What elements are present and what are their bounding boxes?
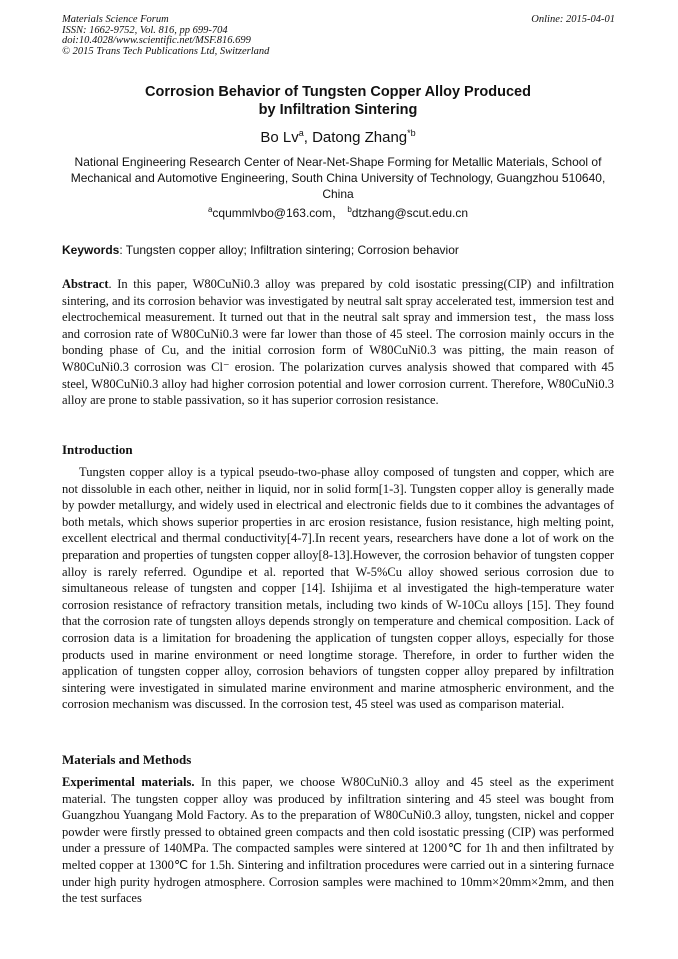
section-heading-materials: Materials and Methods [62, 752, 192, 767]
paper-title [62, 83, 614, 119]
author-affil-mark: a [298, 128, 304, 138]
author-name: Bo Lv [260, 129, 299, 146]
email-address[interactable]: cqummlvbo@163.com [212, 206, 332, 220]
copyright-line: © 2015 Trans Tech Publications Ltd, Switzerland [62, 45, 270, 57]
materials-text: In this paper, we choose W80CuNi0.3 alloy and 45 steel as the experiment material. The tungsten copper alloy was produced by infiltration sintering and 45 steel was bought from Guangzhou Yuangang Mold Factory. As to the preparation of W80CuNi0.3 alloy, tungsten, nickel and copper powder were firstly pressed to obtained green compacts and then cold isostatic pressing (CIP) was performed under a pressure of 140MPa. The compacted samples were sintered at 1200℃ for 1h and then infiltrated by melted copper at 1300℃ for 1.5h. Sintering and infiltration procedures were carried out in a sintering furnace under high purity hydrogen atmosphere. Corrosion samples were machined to 10mm×20mm×2mm, and then the test surfaces [62, 775, 614, 906]
email-line [62, 206, 614, 221]
keywords-text: : Tungsten copper alloy; Infiltration sintering; Corrosion behavior [119, 243, 459, 257]
section-heading-introduction: Introduction [62, 442, 133, 457]
journal-issn: ISSN: 1662-9752, Vol. 816, pp 699-704 [62, 24, 228, 36]
journal-header [62, 15, 269, 57]
journal-doi: doi:10.4028/www.scientific.net/MSF.816.699 [62, 35, 251, 47]
affiliation: National Engineering Research Center of Near-Net-Shape Forming for Metallic Materials, School of Mechanical and Automotive Engineering, South China University of Technology, Guangzhou 510640, China [70, 155, 606, 201]
author-list [62, 129, 614, 147]
introduction-paragraph: Tungsten copper alloy is a typical pseudo-two-phase alloy composed of tungsten and copper, which are not dissoluble in each other, neither in liquid, nor in solid form[1-3]. Tungsten copper alloy is generally made by powder metallurgy, and widely used in electrical and electronic fields due to it combines the advantages of both metals, which shows superior properties in arc erosion resistance, fusion resistance, high melting point, excellent electrical and thermal conductivity[4-7].In recent years, researchers have done a lot of work on the preparation and properties of tungsten copper alloy[8-13].However, the corrosion behavior of tungsten copper alloy is rarely referred. Ogundipe et al. reported that W-5%Cu alloy showed serious corrosion due to simultaneous release of tungsten and copper [14]. Ishijima et al investigated the high-temperature water corrosion resistance of refractory transition metals, including two kinds of W-10Cu alloys [15]. They found that the corrosion rate of tungsten alloys depends strongly on temperature and chemical composition. Lack of corrosion data is a limitation for broadening the application of tungsten copper alloys, especially for those products used in marine environment or need longtime storage. Therefore, in order to further widen the application of tungsten copper alloy, corrosion behaviors of tungsten copper alloy prepared by infiltration sintering were investigated in simulated marine environment and marine atmospheric environment, and the corrosion mechanism was discussed. In the corrosion test, 45 steel was used as comparison material. [62, 465, 614, 712]
materials-paragraph [62, 774, 614, 907]
author-name: Datong Zhang [312, 129, 408, 146]
author-affil-mark: *b [407, 128, 416, 138]
title-line-2: by Infiltration Sintering [258, 102, 418, 118]
subsection-label: Experimental materials. [62, 775, 195, 789]
email-separator: ， [331, 206, 348, 220]
keywords-label: Keywords [62, 243, 120, 257]
journal-name: Materials Science Forum [62, 14, 169, 25]
abstract-text: . In this paper, W80CuNi0.3 alloy was prepared by cold isostatic pressing(CIP) and infiltration sintering, and its corrosion behavior was investigated by neutral salt spray accelerated test, immersion test and electrochemical measurement. It turned out that in the neutral salt spray and immersion test，the mass loss and corrosion rate of W80CuNi0.3 were far lower than those of 45 steel. The corrosion mainly occurs in the bonding phase of Cu, and the initial corrosion form of W80CuNi0.3 was pitting, the main reason of W80CuNi0.3 corrosion was Cl⁻ erosion. The polarization curves analysis showed that compared with 45 steel, W80CuNi0.3 alloy had higher corrosion potential and lower corrosion current. Therefore, W80CuNi0.3 alloy are prone to stable passivation, so it has superior corrosion resistance. [62, 277, 614, 408]
keywords [62, 243, 614, 258]
abstract [62, 276, 614, 409]
abstract-label: Abstract [62, 277, 109, 291]
email-mark: a [207, 205, 213, 214]
online-date: Online: 2015-04-01 [531, 14, 615, 25]
email-address[interactable]: dtzhang@scut.edu.cn [351, 206, 469, 220]
author-separator: , [303, 129, 313, 146]
email-mark: b [347, 205, 352, 214]
title-line-1: Corrosion Behavior of Tungsten Copper Alloy Produced [145, 84, 531, 100]
